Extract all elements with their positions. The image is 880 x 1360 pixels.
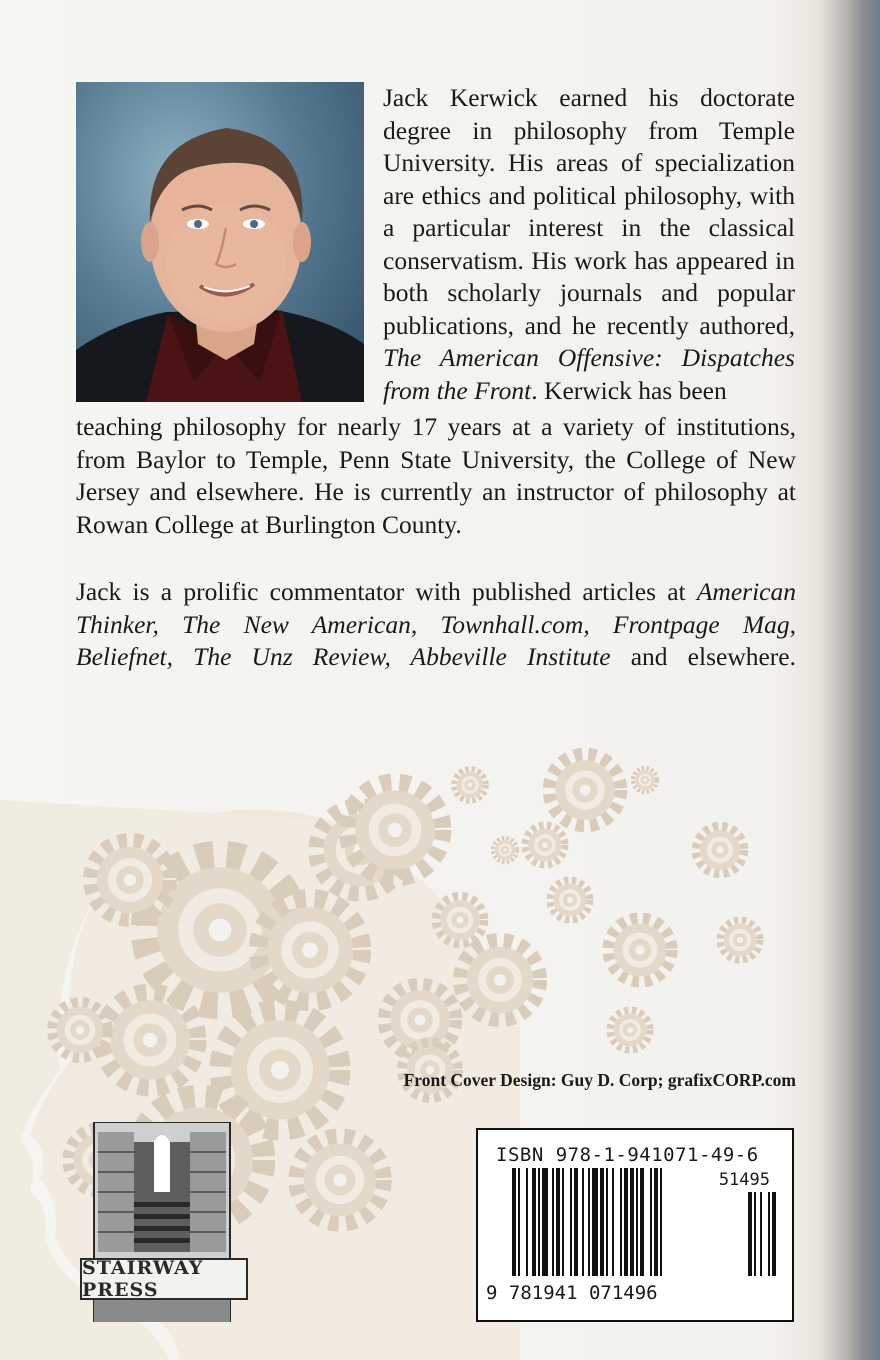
- bio-text: Jack Kerwick earned his doctorate degree in philosophy from Temple University. His areas of specialization are ethics and political philosophy, with a particular interest in the classical conservatism. His work has appeared in both scholarly journals and popular publications, and he recently authored,: [383, 83, 795, 340]
- publisher-name: STAIRWAY PRESS: [80, 1258, 248, 1300]
- bio-text-last: at Rowan College at Burlington County.: [76, 477, 796, 539]
- book-title: The American Offensive: Dispatches from the Front: [383, 343, 795, 405]
- barcode-bars: [512, 1168, 782, 1284]
- bio-text-continued: teaching philosophy for nearly 17 years at a variety of institutions, from Baylor to Temple, Penn State University, the College of New Jersey and elsewhere. He is currently an instructor of philosophy: [76, 412, 796, 506]
- author-photo: [76, 82, 364, 402]
- commentator-paragraph: [76, 576, 796, 674]
- bio-tail: . Kerwick has been: [531, 375, 727, 405]
- commentator-outro: and elsewhere.: [630, 642, 796, 671]
- isbn-barcode: [476, 1128, 794, 1322]
- commentator-intro: Jack is a prolific commentator with published articles at: [76, 577, 686, 606]
- ean-digits: 9 781941 071496: [486, 1282, 658, 1304]
- isbn-label: ISBN 978-1-941071-49-6: [496, 1144, 759, 1166]
- bio-paragraph-top: [383, 82, 795, 407]
- bio-paragraph-bottom: [76, 411, 796, 541]
- cover-design-credit: Front Cover Design: Guy D. Corp; grafixCORP.com: [403, 1070, 796, 1090]
- price-code: 51495: [718, 1170, 770, 1190]
- outlet-list: American Thinker, The New American, Townhall.com, Frontpage Mag, Beliefnet, The Unz Review, Abbeville Institute: [76, 577, 796, 671]
